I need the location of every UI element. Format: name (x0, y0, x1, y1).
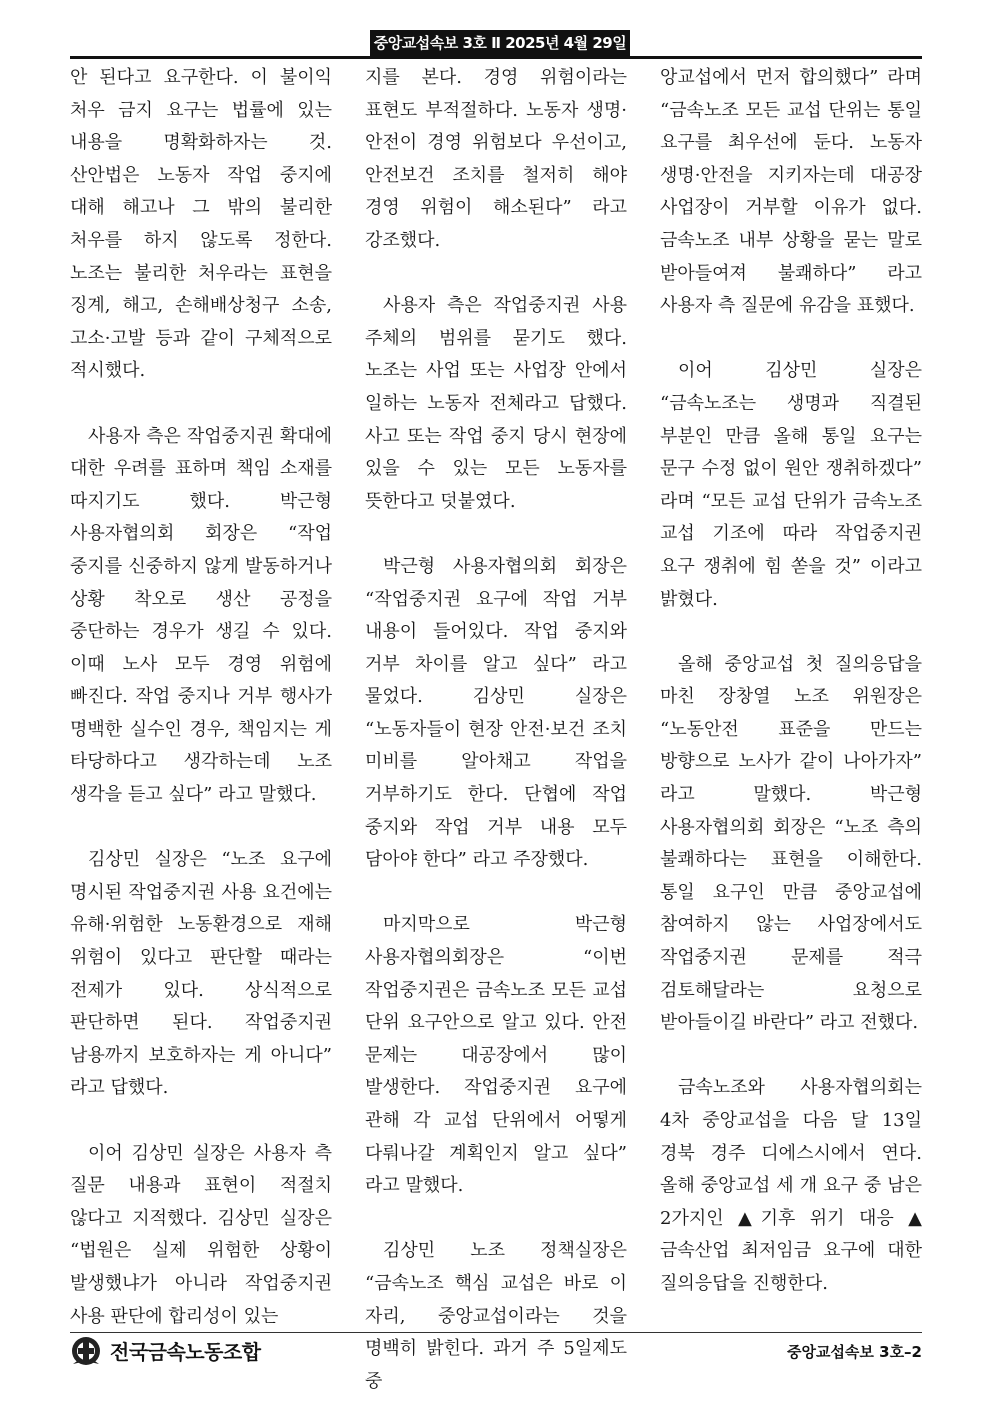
union-logo-icon (70, 1334, 102, 1368)
footer-divider (70, 1332, 922, 1333)
paragraph: 박근형 사용자협의회 회장은 “작업중지권 요구에 작업 거부 내용이 들어있다. 작업 중지와 거부 차이를 알고 싶다” 라고 물었다. 김상민 실장은 “노동자들이 현장 안전·보건 조치 미비를 알아채고 작업을 거부하기도 한다. 단협에 작업 중지와 작업 거부 내용 모두 담아야 한다” 라고 주장했다. (365, 555, 627, 871)
bulletin-header: 중앙교섭속보 3호 Ⅱ 2025년 4월 29일 (370, 30, 630, 56)
article-column-3 (660, 62, 922, 1320)
paragraph: 김상민 실장은 “노조 요구에 명시된 작업중지권 사용 요건에는 유해·위험한 노동환경으로 재해 위험이 있다고 판단할 때라는 전제가 있다. 상식적으로 판단하면 된다. 작업중지권 남용까지 보호하자는 게 아니다” 라고 답했다. (70, 849, 332, 1099)
paragraph: 사용자 측은 작업중지권 확대에 대한 우려를 표하며 책임 소재를 따지기도 했다. 박근형 사용자협의회 회장은 “작업 중지를 신중하지 않게 발동하거나 상황 착오로 생산 공정을 중단하는 경우가 생길 수 있다. 이때 노사 모두 경영 위험에 빠진다. 작업 중지나 거부 행사가 명백한 실수인 경우, 책임지는 게 타당하다고 생각하는데 노조 생각을 듣고 싶다” 라고 말했다. (70, 425, 332, 806)
paragraph: 이어 김상민 실장은 “금속노조는 생명과 직결된 부분인 만큼 올해 통일 요구는 문구 수정 없이 원안 쟁취하겠다” 라며 “모든 교섭 단위가 금속노조 교섭 기조에 따라 작업중지권 요구 쟁취에 힘 쏟을 것” 이라고 밝혔다. (660, 360, 922, 610)
paragraph: 앙교섭에서 먼저 합의했다” 라며 “금속노조 모든 교섭 단위는 통일 요구를 최우선에 둔다. 노동자 생명·안전을 지키자는데 대공장 사업장이 거부할 이유가 없다. 금속노조 내부 상황을 묻는 말로 받아들여져 불쾌하다” 라고 사용자 측 질문에 유감을 표했다. (660, 67, 922, 317)
paragraph: 지를 본다. 경영 위험이라는 표현도 부적절하다. 노동자 생명·안전이 경영 위험보다 우선이고, 안전보건 조치를 철저히 해야 경영 위험이 해소된다” 라고 강조했다. (365, 67, 627, 251)
article-column-1 (70, 62, 332, 1327)
paragraph: 금속노조와 사용자협의회는 4차 중앙교섭을 다음 달 13일 경북 경주 디에스시에서 연다. 올해 중앙교섭 세 개 요구 중 남은 2가지인 ▲기후 위기 대응 ▲금속산업 최저임금 요구에 대한 질의응답을 진행한다. (660, 1077, 922, 1294)
paragraph: 마지막으로 박근형 사용자협의회장은 “이번 작업중지권은 금속노조 모든 교섭 단위 요구안으로 알고 있다. 안전 문제는 대공장에서 많이 발생한다. 작업중지권 요구에 관해 각 교섭 단위에서 어떻게 다뤄나갈 계획인지 알고 싶다” 라고 말했다. (365, 914, 627, 1197)
article-column-2 (365, 62, 627, 1392)
paragraph: 안 된다고 요구한다. 이 불이익 처우 금지 요구는 법률에 있는 내용을 명확화하자는 것. 산안법은 노동자 작업 중지에 대해 해고나 그 밖의 불리한 처우를 하지 않도록 정한다. 노조는 불리한 처우라는 표현을 징계, 해고, 손해배상청구 소송, 고소·고발 등과 같이 구체적으로 적시했다. (70, 67, 332, 382)
page-label: 중앙교섭속보 3호–2 (786, 1343, 922, 1361)
paragraph: 김상민 노조 정책실장은 “금속노조 핵심 교섭은 바로 이 자리, 중앙교섭이라는 것을 명백히 밝힌다. 과거 주 5일제도 중 (365, 1240, 627, 1392)
org-name: 전국금속노동조합 (110, 1340, 261, 1364)
header-divider (70, 56, 922, 59)
paragraph: 이어 김상민 실장은 사용자 측 질문 내용과 표현이 적절치 않다고 지적했다. 김상민 실장은 “법원은 실제 위험한 상황이 발생했냐가 아니라 작업중지권 사용 판단에 합리성이 있는 (70, 1142, 332, 1327)
paragraph: 올해 중앙교섭 첫 질의응답을 마친 장창열 노조 위원장은 “노동안전 표준을 만드는 방향으로 노사가 같이 나아가자” 라고 말했다. 박근형 사용자협의회 회장은 “노조 측의 불쾌하다는 표현을 이해한다. 통일 요구인 만큼 중앙교섭에 참여하지 않는 사업장에서도 작업중지권 문제를 적극 검토해달라는 요청으로 받아들이길 바란다” 라고 전했다. (660, 653, 922, 1034)
paragraph: 사용자 측은 작업중지권 사용 주체의 범위를 묻기도 했다. 노조는 사업 또는 사업장 안에서 일하는 노동자 전체라고 답했다. 사고 또는 작업 중지 당시 현장에 있을 수 있는 모든 노동자를 뜻한다고 덧붙였다. (365, 295, 627, 512)
